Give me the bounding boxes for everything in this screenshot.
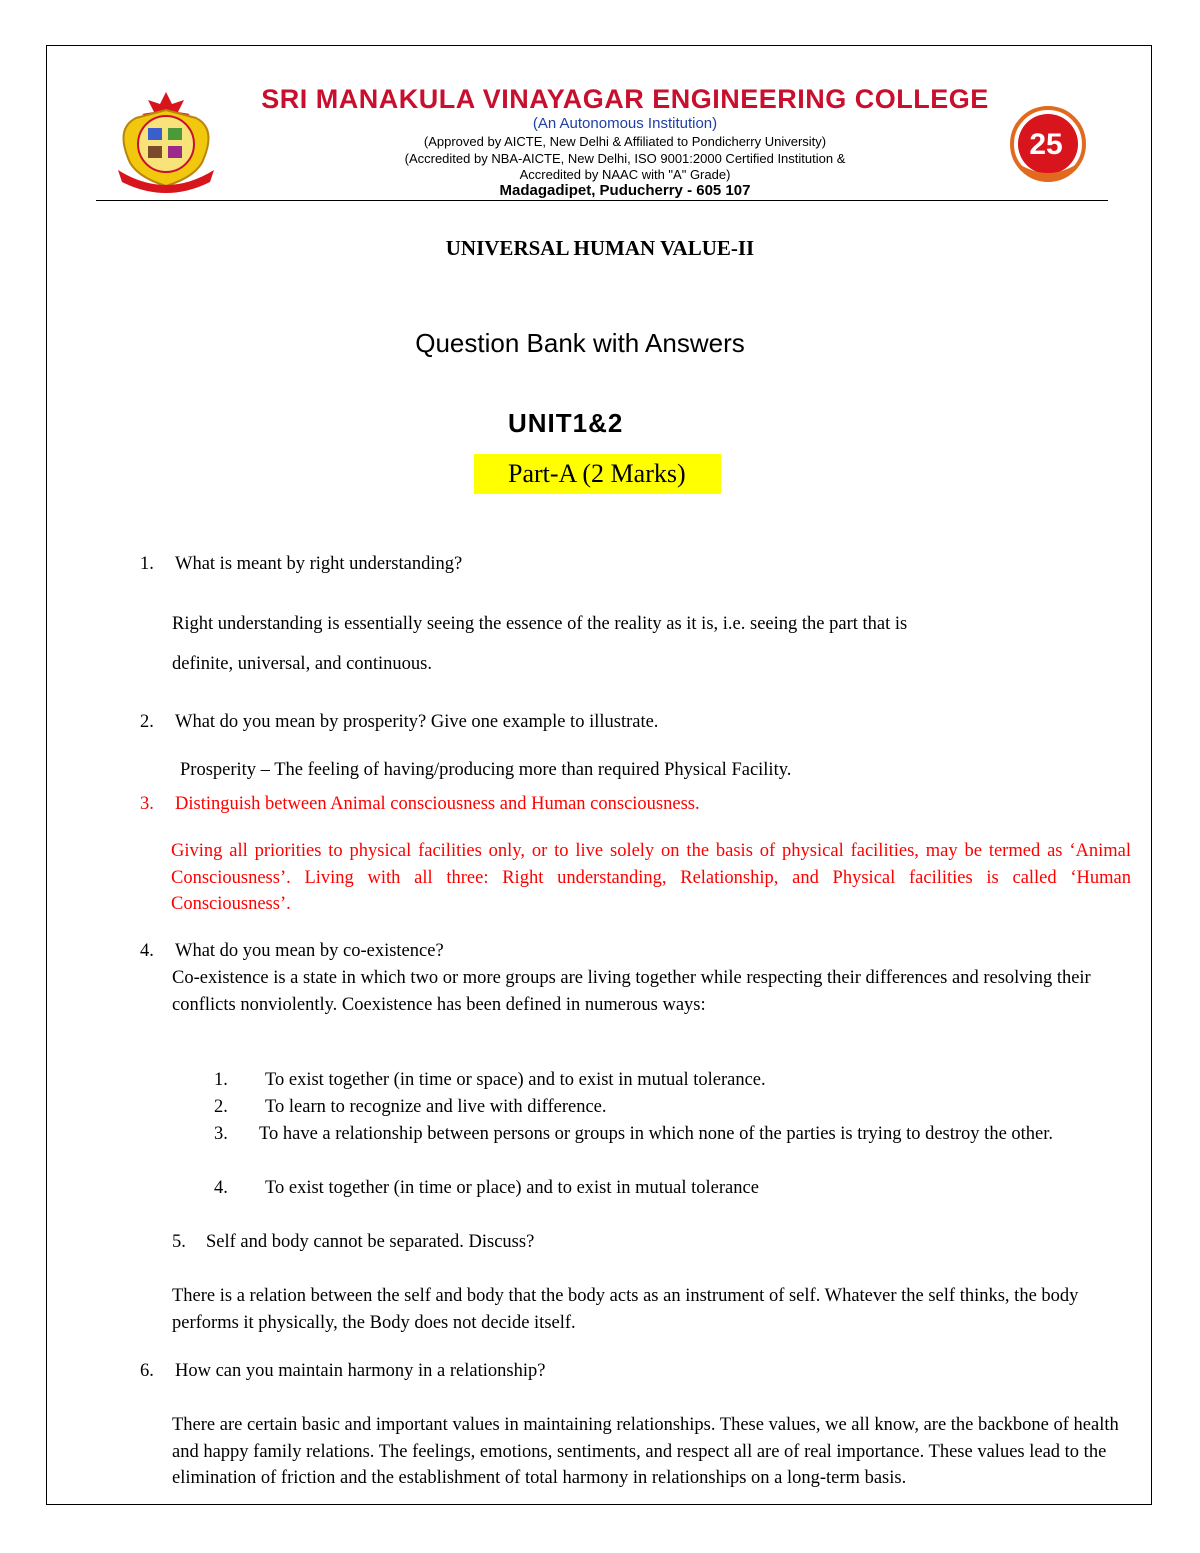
point-text: To learn to recognize and live with difference. [265,1097,607,1117]
answer-text: There is a relation between the self and body that the body acts as an instrument of self. Whatever the self thinks, the body performs it physically, the Body does not decide itself. [172,1286,1079,1333]
header-divider [96,200,1108,201]
college-header [96,80,1108,200]
question-number: 5. [172,1232,186,1252]
college-emblem-logo [106,88,226,196]
part-heading-highlight [474,454,721,494]
answer-line: Right understanding is essentially seeing the essence of the reality as it is, i.e. seeing the part that is [172,614,908,634]
point-number: 4. [214,1178,228,1198]
question-text: Distinguish between Animal consciousness and Human consciousness. [175,794,700,814]
answer-text: Giving all priorities to physical facilities only, or to live solely on the basis of physical facilities, may be termed as ‘Animal Consciousness’. Living with all three: Right understanding, Relationship, and Physical facilities is called ‘Human Consciousness’. [171,841,1131,914]
answer-text: There are certain basic and important values in maintaining relationships. These values, we all know, are the backbone of health and happy family relations. The feelings, emotions, sentiments, and respect all are of real importance. These values lead to the elimination of friction and the establishment of total harmony in relationships on a long-term basis. [172,1415,1119,1488]
accreditation-line-2: Accredited by NAAC with "A" Grade) [519,167,731,182]
accreditation-line-1: (Accredited by NBA-AICTE, New Delhi, ISO 9001:2000 Certified Institution & [404,151,846,166]
question-text: What do you mean by prosperity? Give one example to illustrate. [175,712,659,732]
college-name: SRI MANAKULA VINAYAGAR ENGINEERING COLLEGE [261,84,989,114]
approval-line: (Approved by AICTE, New Delhi & Affiliated to Pondicherry University) [423,134,827,149]
document-subtitle: Question Bank with Answers [415,328,745,358]
question-number: 4. [140,941,154,961]
point-number: 1. [214,1070,228,1090]
document-title: UNIVERSAL HUMAN VALUE-II [445,236,755,260]
question-text: What is meant by right understanding? [175,554,463,574]
question-number: 6. [140,1361,154,1381]
college-address: Madagadipet, Puducherry - 605 107 [499,182,751,199]
answer-line: definite, universal, and continuous. [172,654,432,674]
answer-text: Co-existence is a state in which two or more groups are living together while respecting their differences and resolving their conflicts nonviolently. Coexistence has been defined in numerous ways: [172,968,1091,1015]
question-number: 3. [140,794,154,814]
question-number: 1. [140,554,154,574]
point-number: 2. [214,1097,228,1117]
question-text: Self and body cannot be separated. Discuss? [206,1232,535,1252]
autonomous-status: (An Autonomous Institution) [532,115,718,132]
unit-heading: UNIT1&2 [508,408,624,438]
part-heading: Part-A (2 Marks) [508,459,686,488]
question-text: How can you maintain harmony in a relationship? [175,1361,546,1381]
point-text-content: To have a relationship between persons or groups in which none of the parties is trying to destroy the other. [259,1124,1054,1144]
point-number: 3. [214,1124,228,1144]
badge-number: 25 [1029,128,1063,161]
question-text: What do you mean by co-existence? [175,941,444,961]
point-text: To exist together (in time or space) and to exist in mutual tolerance. [265,1070,766,1090]
question-number: 2. [140,712,154,732]
point-text: To exist together (in time or place) and to exist in mutual tolerance [265,1178,759,1198]
point-text [259,1121,1121,1148]
answer-text: Prosperity – The feeling of having/producing more than required Physical Facility. [180,760,792,780]
anniversary-badge-logo [996,104,1096,184]
